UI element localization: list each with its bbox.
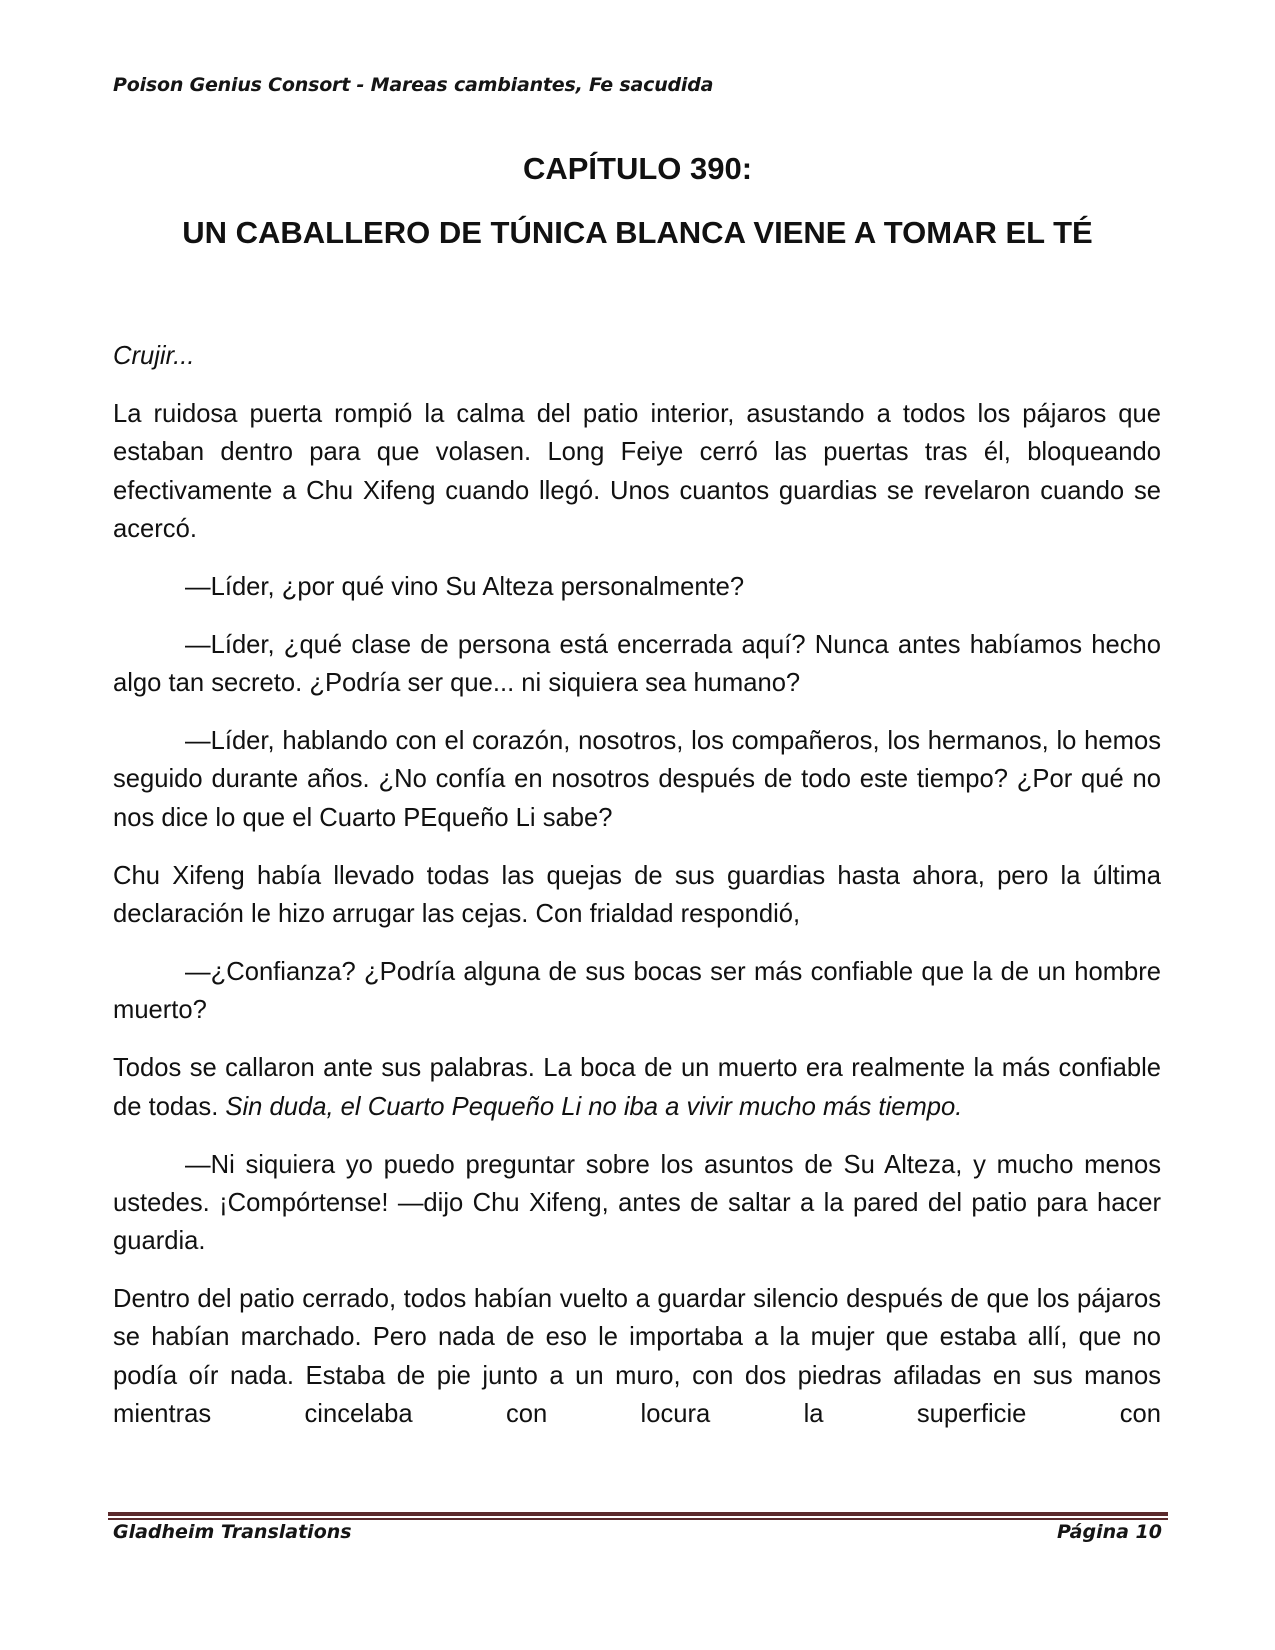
paragraph-7: —¿Confianza? ¿Podría alguna de sus bocas ser más confiable que la de un hombre muerto?	[113, 957, 1161, 1025]
footer-publisher: Gladheim Translations	[113, 1521, 352, 1543]
body-text	[113, 337, 1161, 1453]
paragraph-6: Chu Xifeng había llevado todas las quejas de sus guardias hasta ahora, pero la última declaración le hizo arrugar las cejas. Con frialdad respondió,	[113, 861, 1161, 928]
paragraph-5: —Líder, hablando con el corazón, nosotros, los compañeros, los hermanos, lo hemos seguido durante años. ¿No confía en nosotros después de todo este tiempo? ¿Por qué no nos dice lo que el Cuarto PEqueño Li sabe?	[113, 727, 1161, 832]
paragraph-4: —Líder, ¿qué clase de persona está encerrada aquí? Nunca antes habíamos hecho algo tan secreto. ¿Podría ser que... ni siquiera sea humano?	[113, 630, 1161, 698]
running-header: Poison Genius Consort - Mareas cambiantes, Fe sacudida	[113, 74, 714, 96]
paragraph-2: La ruidosa puerta rompió la calma del patio interior, asustando a todos los pájaros que estaban dentro para que volasen. Long Feiye cerró las puertas tras él, bloqueando efectivamente a Chu Xifeng cuando llegó. Unos cuantos guardias se revelaron cuando se acercó.	[113, 399, 1161, 543]
chapter-title: UN CABALLERO DE TÚNICA BLANCA VIENE A TOMAR EL TÉ	[182, 215, 1093, 250]
paragraph-1: Crujir...	[113, 342, 195, 370]
paragraph-10: Dentro del patio cerrado, todos habían vuelto a guardar silencio después de que los pájaros se habían marchado. Pero nada de eso le importaba a la mujer que estaba allí, que no podía oír nada. Estaba de pie junto a un muro, con dos piedras afiladas en sus manos mientras cincelaba con locura la superficie con	[113, 1285, 1161, 1429]
paragraph-8-text: Todos se callaron ante sus palabras. La boca de un muerto era realmente la más confiable de todas.	[113, 1054, 1161, 1121]
paragraph-8	[113, 1049, 1161, 1126]
footer-divider	[108, 1512, 1168, 1520]
paragraph-3: —Líder, ¿por qué vino Su Alteza personalmente?	[185, 572, 745, 601]
paragraph-8-italic: Sin duda, el Cuarto Pequeño Li no iba a vivir mucho más tiempo.	[225, 1092, 963, 1121]
page-number: Página 10	[1056, 1521, 1162, 1543]
chapter-number: CAPÍTULO 390:	[522, 151, 753, 186]
paragraph-9: —Ni siquiera yo puedo preguntar sobre los asuntos de Su Alteza, y mucho menos ustedes. ¡Compórtense! —dijo Chu Xifeng, antes de saltar a la pared del patio para hacer guardia.	[113, 1150, 1161, 1256]
